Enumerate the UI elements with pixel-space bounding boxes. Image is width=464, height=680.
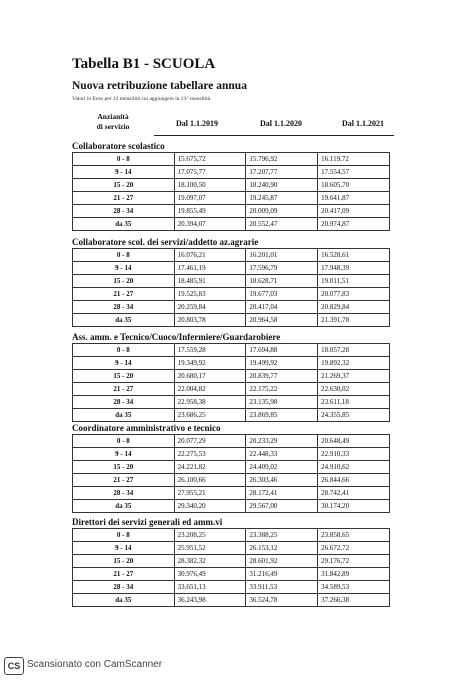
salary-value: 20.839,77 <box>246 370 318 383</box>
salary-value: 33.911,53 <box>246 581 318 594</box>
table-row <box>73 357 390 370</box>
salary-value: 16.076,21 <box>174 249 246 262</box>
salary-value: 19.677,03 <box>246 288 318 301</box>
salary-value: 18.240,90 <box>246 179 318 192</box>
salary-value: 28.382,32 <box>174 555 246 568</box>
seniority-band: 21 - 27 <box>73 568 175 581</box>
seniority-band: 28 - 34 <box>73 396 175 409</box>
salary-value: 20.964,58 <box>246 314 318 327</box>
seniority-band: 21 - 27 <box>73 383 175 396</box>
salary-value: 20.259,84 <box>174 301 246 314</box>
table-row <box>73 218 390 231</box>
salary-section <box>72 237 396 327</box>
seniority-band: 21 - 27 <box>73 192 175 205</box>
salary-value: 19.097,07 <box>174 192 246 205</box>
salary-value: 29.176,72 <box>318 555 390 568</box>
table-row <box>73 344 390 357</box>
camscanner-label: Scansionato con CamScanner <box>27 659 163 670</box>
salary-value: 18.605,70 <box>318 179 390 192</box>
section-title: Ass. amm. e Tecnico/Cuoco/Infermiere/Guardarobiere <box>72 332 281 342</box>
salary-value: 33.651,13 <box>174 581 246 594</box>
salary-value: 26.844,66 <box>318 474 390 487</box>
table-row <box>73 500 390 513</box>
salary-value: 18.057,28 <box>318 344 390 357</box>
salary-value: 20.394,07 <box>174 218 246 231</box>
salary-value: 15.675,72 <box>174 153 246 166</box>
salary-value: 19.245,87 <box>246 192 318 205</box>
salary-value: 20.077,29 <box>174 435 246 448</box>
table-row <box>73 179 390 192</box>
section-title: Collaboratore scolastico <box>72 141 165 151</box>
salary-value: 30.976,49 <box>174 568 246 581</box>
salary-value: 22.275,53 <box>174 448 246 461</box>
salary-value: 20.680,17 <box>174 370 246 383</box>
seniority-band: da 35 <box>73 218 175 231</box>
table-row <box>73 474 390 487</box>
salary-value: 17.554,57 <box>318 166 390 179</box>
table-row <box>73 542 390 555</box>
salary-value: 20.552,47 <box>246 218 318 231</box>
seniority-band: 15 - 20 <box>73 179 175 192</box>
salary-value: 24.221,82 <box>174 461 246 474</box>
table-row <box>73 435 390 448</box>
salary-value: 23.388,25 <box>246 529 318 542</box>
header-divider <box>154 135 394 136</box>
table-header <box>72 110 396 134</box>
salary-value: 31.842,89 <box>318 568 390 581</box>
salary-value: 23.869,85 <box>246 409 318 422</box>
salary-table <box>72 343 390 422</box>
section-title: Collaboratore scol. dei servizi/addetto az.agrarie <box>72 237 259 247</box>
seniority-band: 0 - 8 <box>73 529 175 542</box>
salary-value: 25.951,52 <box>174 542 246 555</box>
salary-value: 26.100,66 <box>174 474 246 487</box>
salary-value: 15.796,92 <box>246 153 318 166</box>
seniority-band: 28 - 34 <box>73 301 175 314</box>
salary-value: 22.910,33 <box>318 448 390 461</box>
salary-value: 18.100,50 <box>174 179 246 192</box>
column-header-2019: Dal 1.1.2019 <box>176 119 218 128</box>
salary-value: 20.009,09 <box>246 205 318 218</box>
salary-value: 23.611,18 <box>318 396 390 409</box>
seniority-band: 9 - 14 <box>73 262 175 275</box>
salary-value: 18.485,91 <box>174 275 246 288</box>
seniority-band: 28 - 34 <box>73 581 175 594</box>
salary-value: 19.499,92 <box>246 357 318 370</box>
salary-value: 36.243,98 <box>174 594 246 607</box>
seniority-band: 9 - 14 <box>73 166 175 179</box>
seniority-band: 15 - 20 <box>73 555 175 568</box>
salary-value: 19.349,92 <box>174 357 246 370</box>
salary-value: 22.630,02 <box>318 383 390 396</box>
seniority-band: 0 - 8 <box>73 435 175 448</box>
table-row <box>73 314 390 327</box>
salary-value: 26.672,72 <box>318 542 390 555</box>
seniority-band: 21 - 27 <box>73 288 175 301</box>
salary-value: 30.174,20 <box>318 500 390 513</box>
seniority-band: 0 - 8 <box>73 153 175 166</box>
salary-value: 20.417,04 <box>246 301 318 314</box>
salary-value: 31.216,49 <box>246 568 318 581</box>
table-row <box>73 288 390 301</box>
table-row <box>73 396 390 409</box>
salary-value: 26.153,12 <box>246 542 318 555</box>
table-row <box>73 529 390 542</box>
seniority-band: 9 - 14 <box>73 357 175 370</box>
salary-value: 28.742,41 <box>318 487 390 500</box>
table-row <box>73 153 390 166</box>
salary-value: 24.910,62 <box>318 461 390 474</box>
salary-value: 22.175,22 <box>246 383 318 396</box>
salary-value: 16.528,61 <box>318 249 390 262</box>
table-row <box>73 370 390 383</box>
anzianita-header-line2: di servizio <box>96 122 130 131</box>
salary-value: 20.077,83 <box>318 288 390 301</box>
salary-value: 22.448,33 <box>246 448 318 461</box>
salary-value: 19.011,51 <box>318 275 390 288</box>
seniority-band: da 35 <box>73 500 175 513</box>
salary-value: 18.628,71 <box>246 275 318 288</box>
table-row <box>73 205 390 218</box>
seniority-band: da 35 <box>73 594 175 607</box>
seniority-band: 15 - 20 <box>73 275 175 288</box>
salary-value: 20.648,49 <box>318 435 390 448</box>
salary-value: 21.269,37 <box>318 370 390 383</box>
section-title: Direttori dei servizi generali ed amm.vi <box>72 517 223 527</box>
salary-value: 17.461,19 <box>174 262 246 275</box>
salary-value: 17.596,79 <box>246 262 318 275</box>
salary-value: 20.233,29 <box>246 435 318 448</box>
table-row <box>73 568 390 581</box>
table-row <box>73 448 390 461</box>
salary-value: 17.207,77 <box>246 166 318 179</box>
table-row <box>73 461 390 474</box>
seniority-band: da 35 <box>73 409 175 422</box>
salary-value: 20.417,09 <box>318 205 390 218</box>
page-subtitle: Nuova retribuzione tabellare annua <box>72 80 247 92</box>
seniority-band: 0 - 8 <box>73 344 175 357</box>
anzianita-header <box>80 112 146 132</box>
salary-value: 37.266,38 <box>318 594 390 607</box>
salary-value: 20.803,78 <box>174 314 246 327</box>
salary-value: 24.355,85 <box>318 409 390 422</box>
salary-table <box>72 528 390 607</box>
table-row <box>73 275 390 288</box>
salary-value: 34.589,53 <box>318 581 390 594</box>
column-header-2021: Dal 1.1.2021 <box>342 119 384 128</box>
salary-value: 27.955,21 <box>174 487 246 500</box>
seniority-band: 9 - 14 <box>73 448 175 461</box>
seniority-band: 15 - 20 <box>73 461 175 474</box>
salary-value: 26.303,46 <box>246 474 318 487</box>
seniority-band: da 35 <box>73 314 175 327</box>
scanner-footer <box>0 654 464 680</box>
section-title: Coordinatore amministrativo e tecnico <box>72 423 221 433</box>
salary-section <box>72 332 396 422</box>
salary-value: 16.119,72 <box>318 153 390 166</box>
salary-value: 23.135,98 <box>246 396 318 409</box>
seniority-band: 0 - 8 <box>73 249 175 262</box>
salary-value: 21.391,78 <box>318 314 390 327</box>
seniority-band: 15 - 20 <box>73 370 175 383</box>
anzianita-header-line1: Anzianità <box>97 112 129 121</box>
salary-value: 16.201,01 <box>246 249 318 262</box>
salary-value: 23.208,25 <box>174 529 246 542</box>
salary-value: 24.409,02 <box>246 461 318 474</box>
salary-value: 17.948,39 <box>318 262 390 275</box>
table-row <box>73 166 390 179</box>
salary-table <box>72 248 390 327</box>
salary-section <box>72 141 396 231</box>
salary-value: 17.075,77 <box>174 166 246 179</box>
table-row <box>73 409 390 422</box>
salary-value: 19.855,49 <box>174 205 246 218</box>
salary-value: 29.567,00 <box>246 500 318 513</box>
seniority-band: 21 - 27 <box>73 474 175 487</box>
salary-value: 28.172,41 <box>246 487 318 500</box>
salary-value: 20.974,87 <box>318 218 390 231</box>
salary-value: 19.892,32 <box>318 357 390 370</box>
salary-value: 23.686,25 <box>174 409 246 422</box>
salary-value: 17.694,88 <box>246 344 318 357</box>
table-row <box>73 262 390 275</box>
seniority-band: 9 - 14 <box>73 542 175 555</box>
column-header-2020: Dal 1.1.2020 <box>260 119 302 128</box>
table-row <box>73 249 390 262</box>
table-row <box>73 383 390 396</box>
seniority-band: 28 - 34 <box>73 205 175 218</box>
table-row <box>73 192 390 205</box>
seniority-band: 28 - 34 <box>73 487 175 500</box>
salary-value: 19.525,83 <box>174 288 246 301</box>
table-row <box>73 555 390 568</box>
salary-value: 19.641,87 <box>318 192 390 205</box>
salary-section <box>72 423 396 513</box>
table-row <box>73 594 390 607</box>
salary-value: 22.004,82 <box>174 383 246 396</box>
salary-value: 22.958,38 <box>174 396 246 409</box>
page-title: Tabella B1 - SCUOLA <box>72 56 216 72</box>
salary-value: 17.559,28 <box>174 344 246 357</box>
salary-value: 23.858,65 <box>318 529 390 542</box>
table-row <box>73 487 390 500</box>
table-row <box>73 301 390 314</box>
salary-section <box>72 517 396 607</box>
salary-value: 28.601,92 <box>246 555 318 568</box>
salary-value: 20.829,84 <box>318 301 390 314</box>
salary-table <box>72 152 390 231</box>
salary-value: 29.340,20 <box>174 500 246 513</box>
salary-value: 36.524,78 <box>246 594 318 607</box>
values-note: Valori in Euro per 12 mensilità cui aggiungere la 13^ mensilità <box>72 96 211 102</box>
camscanner-logo: CS <box>4 657 24 675</box>
salary-table <box>72 434 390 513</box>
table-row <box>73 581 390 594</box>
